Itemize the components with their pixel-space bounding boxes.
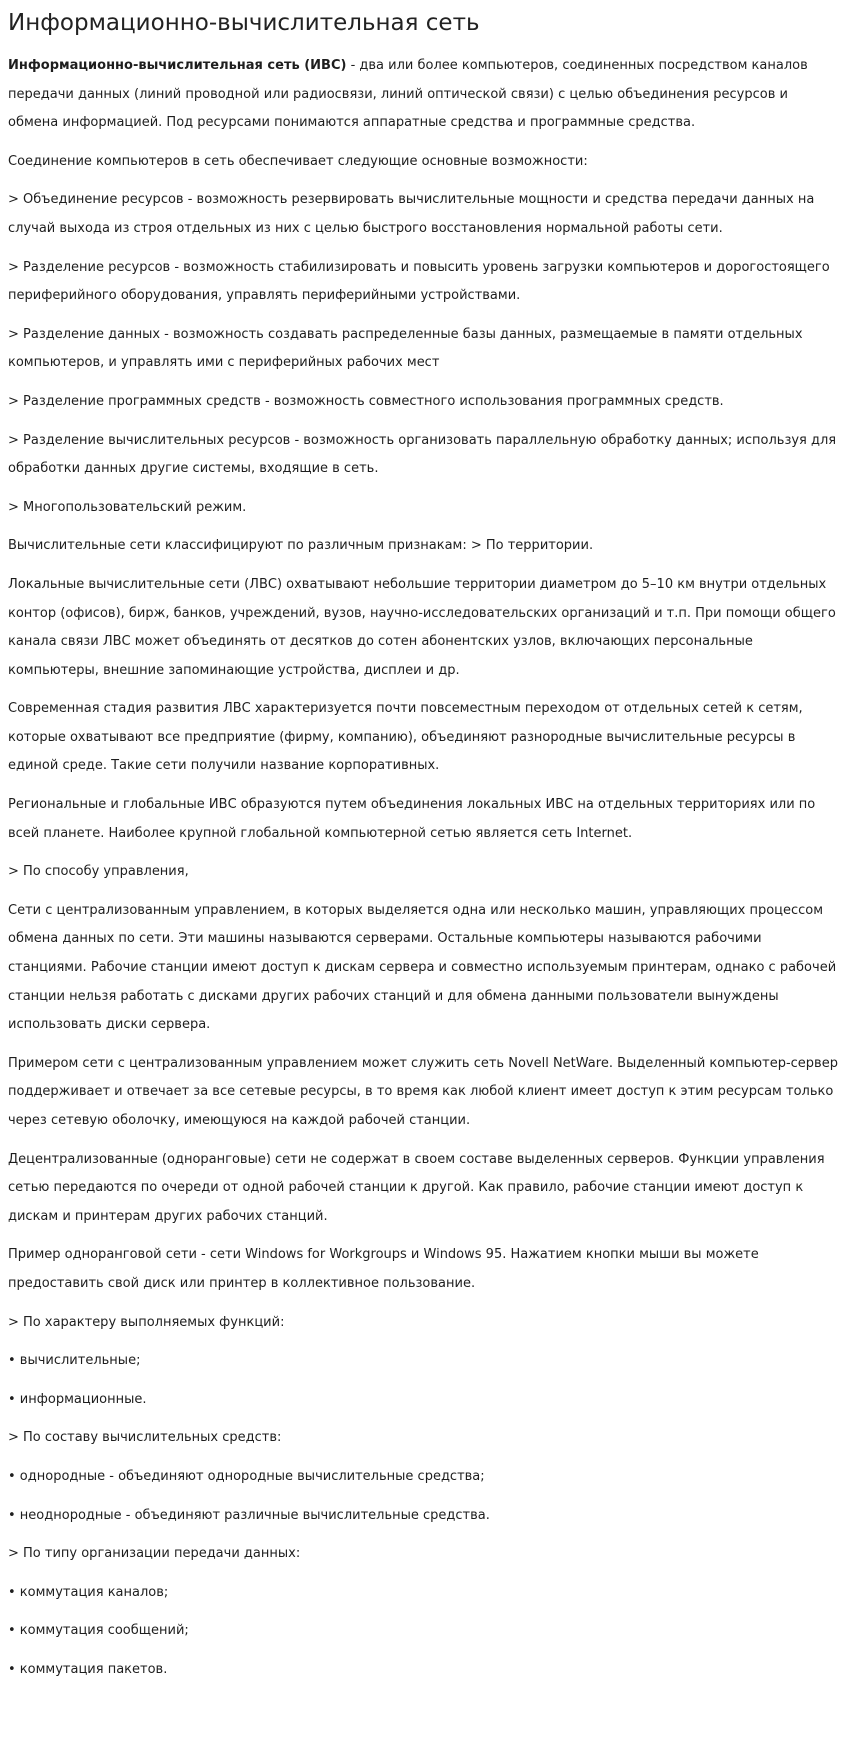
capability-resource-union: > Объединение ресурсов - возможность резервировать вычислительные мощности и средства передачи данных на случай выхода из строя отдельных из них с целью быстрого восстановления нормальной работы сети. bbox=[8, 192, 815, 236]
list-item: • коммутация сообщений; bbox=[8, 1623, 189, 1639]
page-title: Информационно-вычислительная сеть bbox=[8, 10, 480, 36]
peer-to-peer-paragraph: Децентрализованные (одноранговые) сети не содержат в своем составе выделенных серверов. Функции управления сетью передаются по очереди от одной рабочей станции к другой. Как правило, рабочие станции имеют доступ к дискам и принтерам других рабочих станций. bbox=[8, 1151, 825, 1224]
capability-resource-sharing: > Разделение ресурсов - возможность стабилизировать и повысить уровень загрузки компьютеров и дорогостоящего периферийного оборудования, управлять периферийными устройствами. bbox=[8, 259, 830, 304]
list-item: • информационные. bbox=[8, 1391, 147, 1407]
classification-intro: Вычислительные сети классифицируют по различным признакам: > По территории. bbox=[8, 538, 594, 554]
global-networks-paragraph: Региональные и глобальные ИВС образуются путем объединения локальных ИВС на отдельных территориях или по всей планете. Наиболее крупной глобальной компьютерной сетью является сеть Internet. bbox=[8, 797, 816, 841]
capabilities-intro: Соединение компьютеров в сеть обеспечивает следующие основные возможности: bbox=[8, 153, 588, 169]
capability-multiuser: > Многопользовательский режим. bbox=[8, 499, 247, 515]
capability-data-sharing: > Разделение данных - возможность создавать распределенные базы данных, размещаемые в памяти отдельных компьютеров, и управлять ими с периферийных рабочих мест bbox=[8, 326, 803, 371]
list-item: • неоднородные - объединяют различные вычислительные средства. bbox=[8, 1507, 490, 1523]
intro-paragraph bbox=[8, 52, 839, 138]
capability-software-sharing: > Разделение программных средств - возможность совместного использования программных средств. bbox=[8, 393, 724, 409]
corporate-networks-paragraph: Современная стадия развития ЛВС характеризуется почти повсеместным переходом от отдельных сетей к сетям, которые охватывают все предприятие (фирму, компанию), объединяют разнородные вычислительные ресурсы в единой среде. Такие сети получили название корпоративных. bbox=[8, 701, 803, 774]
list-item: • вычислительные; bbox=[8, 1353, 141, 1369]
novell-example-paragraph: Примером сети с централизованным управлением может служить сеть Novell NetWare. Выделенный компьютер-сервер поддерживает и отвечает за все сетевые ресурсы, в то время как любой клиент имеет доступ к этим ресурсам только через сетевую оболочку, имеющуюся на каждой рабочей станции. bbox=[8, 1055, 838, 1128]
by-function-heading: > По характеру выполняемых функций: bbox=[8, 1314, 285, 1330]
by-management-heading: > По способу управления, bbox=[8, 864, 189, 880]
by-transfer-type-heading: > По типу организации передачи данных: bbox=[8, 1546, 301, 1562]
capability-compute-sharing: > Разделение вычислительных ресурсов - возможность организовать параллельную обработку данных; используя для обработки данных другие системы, входящие в сеть. bbox=[8, 432, 837, 477]
centralized-networks-paragraph: Сети с централизованным управлением, в которых выделяется одна или несколько машин, управляющих процессом обмена данных по сети. Эти машины называются серверами. Остальные компьютеры называются рабочими станциями. Рабочие станции имеют доступ к дискам сервера и совместно используемым принтерам, однако с рабочей станции нельзя работать с дисками других рабочих станций и для обмена данными пользователи вынуждены использовать диски сервера. bbox=[8, 902, 837, 1033]
windows-example-paragraph: Пример одноранговой сети - сети Windows for Workgroups и Windows 95. Нажатием кнопки мыши вы можете предоставить свой диск или принтер в коллективное пользование. bbox=[8, 1247, 759, 1291]
list-item: • коммутация пакетов. bbox=[8, 1661, 168, 1677]
list-item: • коммутация каналов; bbox=[8, 1584, 169, 1600]
list-item: • однородные - объединяют однородные вычислительные средства; bbox=[8, 1468, 485, 1484]
intro-term: Информационно-вычислительная сеть (ИВС) bbox=[8, 58, 347, 73]
by-composition-heading: > По составу вычислительных средств: bbox=[8, 1430, 282, 1446]
lan-paragraph: Локальные вычислительные сети (ЛВС) охватывают небольшие территории диаметром до 5–10 км внутри отдельных контор (офисов), бирж, банков, учреждений, вузов, научно-исследовательских организаций и т.п. При помощи общего канала связи ЛВС может объединять от десятков до сотен абонентских узлов, включающих персональные компьютеры, внешние запоминающие устройства, дисплеи и др. bbox=[8, 576, 836, 678]
intro-text: - два или более компьютеров, соединенных посредством каналов передачи данных (линий проводной или радиосвязи, линий оптической связи) с целью объединения ресурсов и обмена информацией. Под ресурсами понимаются аппаратные средства и программные средства. bbox=[8, 58, 808, 131]
